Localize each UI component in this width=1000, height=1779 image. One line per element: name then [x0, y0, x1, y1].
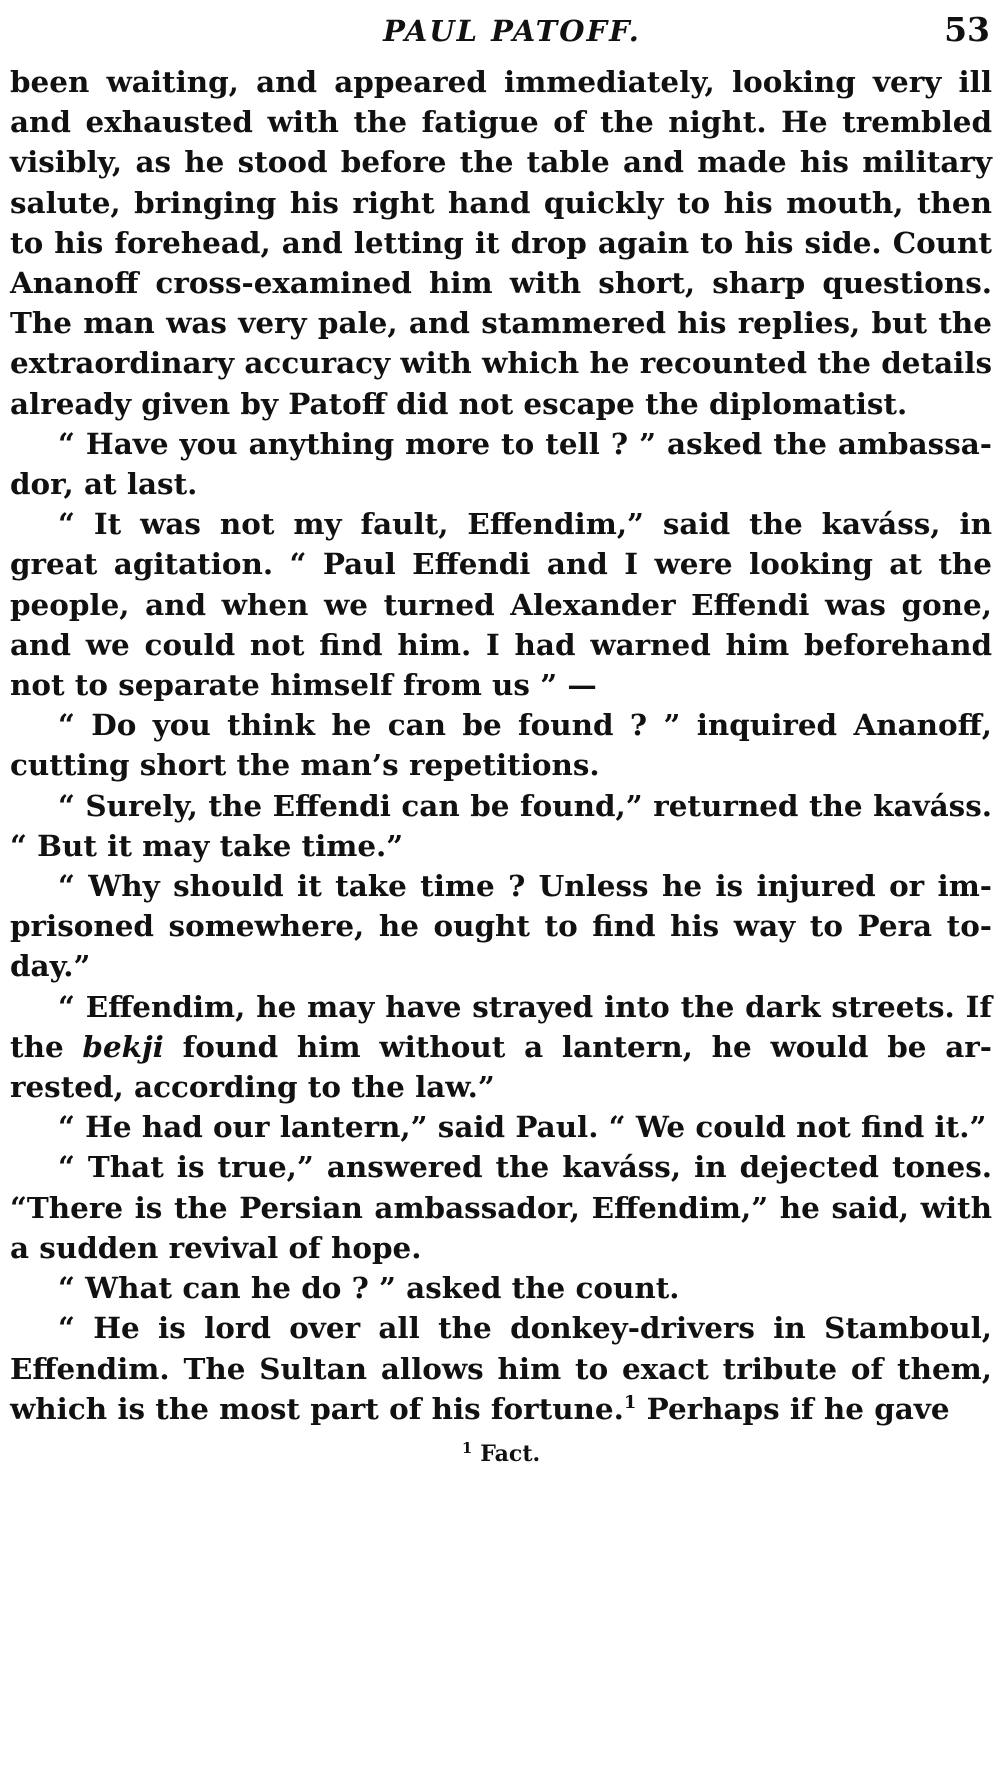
page-number: 53 — [944, 10, 990, 49]
paragraph: “ Why should it take time ? Unless he is injured or imprisoned somewhere, he ought to find his way to Pera today.” — [10, 868, 992, 984]
paragraph-text: found him without a lantern, he would be arrested, according to the law.” — [10, 1028, 992, 1105]
paragraph — [10, 1308, 992, 1429]
footnote — [10, 1439, 992, 1469]
paragraph: “ Do you think he can be found ? ” inquired Ananoff, cutting short the man’s repetitions. — [10, 707, 992, 783]
paragraph: “ He had our lantern,” said Paul. “ We could not find it.” — [58, 1109, 987, 1145]
paragraph: “ Surely, the Effendi can be found,” returned the kaváss. “ But it may take time.” — [10, 787, 992, 863]
paragraph — [10, 987, 992, 1108]
footnote-marker: 1 — [461, 1438, 473, 1457]
italic-word: bekji — [82, 1028, 164, 1064]
paragraph-text: Perhaps if he gave — [636, 1390, 950, 1426]
body-text — [10, 62, 992, 1429]
paragraph: “ What can he do ? ” asked the count. — [58, 1270, 680, 1306]
running-head — [10, 0, 994, 62]
paragraph: “ Have you anything more to tell ? ” asked the ambassador, at last. — [10, 425, 992, 502]
footnote-text: Fact. — [480, 1440, 541, 1467]
paragraph: “ It was not my fault, Effendim,” said the kaváss, in great agitation. “ Paul Effendi and I were looking at the people, and when we turned Alexander Effendi was gone, and we could not find him. I had warned him beforehand not to separate himself from us ” — — [10, 506, 992, 703]
paragraph: “ That is true,” answered the kaváss, in dejected tones. “There is the Persian ambassador, Effendim,” he said, with a sudden revival of hope. — [10, 1149, 992, 1265]
running-title: PAUL PATOFF. — [383, 14, 641, 48]
paragraph-continued: been waiting, and appeared immediately, looking very ill and exhausted with the fatigue of the night. He trembled visibly, as he stood before the table and made his military salute, bringing his right hand quickly to his mouth, then to his forehead, and letting it drop again to his side. Count Ananoff cross-examined him with short, sharp questions. The man was very pale, and stammered his replies, but the extraordinary accuracy with which he recounted the details already given by Patoff did not escape the diplomatist. — [10, 64, 992, 421]
footnote-reference: 1 — [623, 1391, 637, 1413]
paragraph-text: “ He is lord over all the donkey-drivers in Stamboul, Effendim. The Sultan allows him to exact tribute of them, which is the most part of his fortune. — [10, 1310, 992, 1426]
paragraph-text: “ Effendim, he may have strayed into the dark streets. If the — [10, 988, 992, 1064]
